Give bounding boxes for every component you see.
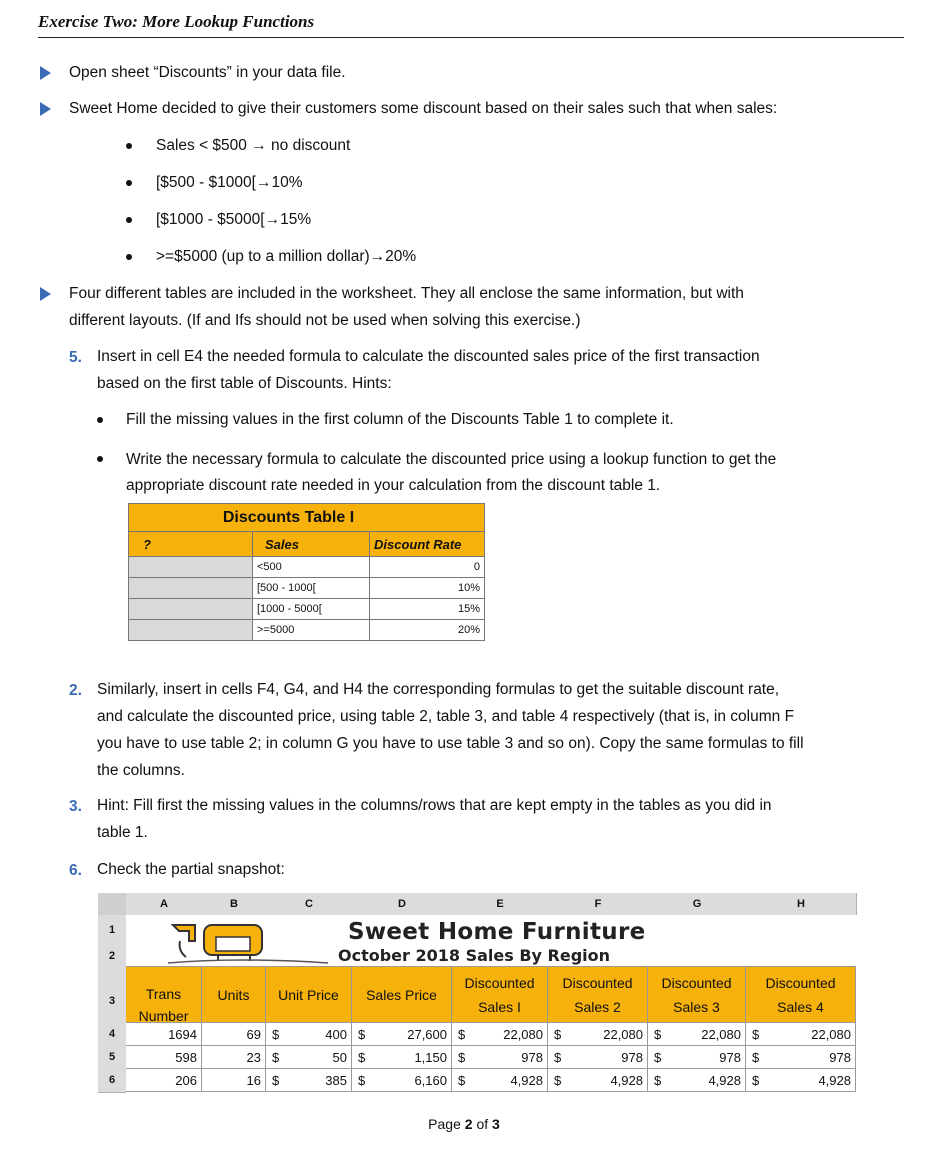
column-header-h[interactable]: H [746, 893, 857, 915]
header-units[interactable]: Units [202, 967, 266, 1023]
currency-symbol: $ [358, 1073, 366, 1088]
cell-value: 23 [246, 1050, 261, 1065]
currency-symbol: $ [752, 1073, 760, 1088]
cell-value: 4,928 [610, 1073, 643, 1088]
currency-symbol: $ [554, 1050, 562, 1065]
currency-symbol: $ [752, 1027, 760, 1042]
cell-g[interactable] [648, 1069, 746, 1092]
cell-value: 4,928 [708, 1073, 741, 1088]
bullet-dot-icon [126, 180, 132, 186]
currency-symbol: $ [458, 1027, 466, 1042]
bullet-dot-icon [126, 217, 132, 223]
cell-e[interactable] [452, 1023, 548, 1046]
hint-text: Fill the missing values in the first column of the Discounts Table 1 to complete it. [126, 411, 674, 428]
row-header-2[interactable]: 2 [98, 945, 126, 968]
bullet-text: different layouts. (If and Ifs should not be used when solving this exercise.) [69, 312, 581, 329]
sheet-subtitle: October 2018 Sales By Region [338, 946, 611, 965]
cell-value: 978 [719, 1050, 741, 1065]
header-text: Sales 4 [777, 999, 824, 1015]
select-all-corner[interactable] [98, 893, 127, 915]
currency-symbol: $ [654, 1027, 662, 1042]
cell-value: 50 [332, 1050, 347, 1065]
footer-text: Page [428, 1116, 465, 1132]
bullet-arrow-icon [40, 102, 51, 116]
cell-price[interactable] [266, 1046, 352, 1069]
currency-symbol: $ [554, 1073, 562, 1088]
row-header-1[interactable]: 1 [98, 915, 126, 946]
cell-value: 4,928 [818, 1073, 851, 1088]
unknown-column-header: ? [129, 532, 253, 557]
step-text: you have to use table 2; in column G you have to use table 3 and so on). Copy the same formulas to fill [97, 735, 804, 752]
bullet-dot-icon [126, 143, 132, 149]
bullet-arrow-icon [40, 287, 51, 301]
cell-sales[interactable] [352, 1069, 452, 1092]
discount-rate: 10% [370, 578, 485, 599]
row-header-5[interactable]: 5 [98, 1046, 126, 1070]
step-text: Hint: Fill first the missing values in the columns/rows that are kept empty in the tables as you did in [97, 797, 772, 814]
header-discounted-sales-4[interactable] [746, 967, 856, 1023]
currency-symbol: $ [654, 1050, 662, 1065]
sales-range: [500 - 1000[ [253, 578, 370, 599]
step-text: Check the partial snapshot: [97, 861, 285, 878]
cell-value: 1,150 [414, 1050, 447, 1065]
row-header-3[interactable]: 3 [98, 967, 126, 1024]
cell-value: 22,080 [503, 1027, 543, 1042]
currency-symbol: $ [358, 1050, 366, 1065]
cell-trans[interactable] [126, 1069, 202, 1092]
cell-h[interactable] [746, 1046, 856, 1069]
header-trans-text: Trans [145, 986, 182, 1002]
header-text: Discounted [765, 975, 836, 991]
header-text: Sales 2 [574, 999, 621, 1015]
cell-value: 4,928 [510, 1073, 543, 1088]
discount-rate: 20% [370, 620, 485, 641]
page-total: 3 [492, 1116, 500, 1132]
cell-value: 978 [521, 1050, 543, 1065]
page-number: 2 [464, 1116, 473, 1132]
step-number: 3. [69, 798, 82, 815]
bullet-text: Sweet Home decided to give their customers some discount based on their sales such that when sales: [69, 100, 778, 117]
step-number: 6. [69, 862, 82, 879]
step-text: Insert in cell E4 the needed formula to calculate the discounted sales price of the first transaction [97, 348, 760, 365]
bullet-dot-icon [97, 456, 103, 462]
header-sales-price[interactable]: Sales Price [352, 967, 452, 1023]
sub-bullet-text: [$1000 - $5000[→15% [156, 211, 312, 228]
footer-text: of [472, 1116, 493, 1132]
sales-column-header: Sales [253, 532, 370, 557]
cell-value: 22,080 [701, 1027, 741, 1042]
column-header-c[interactable]: C [266, 893, 353, 915]
column-header-b[interactable]: B [202, 893, 267, 915]
header-discounted-sales-2[interactable] [548, 967, 648, 1023]
discount-rate: 15% [370, 599, 485, 620]
currency-symbol: $ [272, 1073, 280, 1088]
cell-f[interactable] [548, 1046, 648, 1069]
step-text: based on the first table of Discounts. Hints: [97, 375, 392, 392]
sofa-logo-icon [158, 919, 328, 967]
empty-cell[interactable] [129, 620, 253, 641]
bullet-text: Four different tables are included in the worksheet. They all enclose the same information, but with [69, 285, 744, 302]
step-text: and calculate the discounted price, using table 2, table 3, and table 4 respectively (that is, in column F [97, 708, 795, 725]
cell-sales[interactable] [352, 1046, 452, 1069]
bullet-dot-icon [97, 417, 103, 423]
cell-units[interactable] [202, 1023, 266, 1046]
cell-f[interactable] [548, 1023, 648, 1046]
cell-units[interactable] [202, 1046, 266, 1069]
cell-e[interactable] [452, 1046, 548, 1069]
cell-sales[interactable] [352, 1023, 452, 1046]
currency-symbol: $ [554, 1027, 562, 1042]
cell-h[interactable] [746, 1023, 856, 1046]
currency-symbol: $ [358, 1027, 366, 1042]
currency-symbol: $ [458, 1050, 466, 1065]
rate-column-header: Discount Rate [370, 532, 485, 557]
cell-f[interactable] [548, 1069, 648, 1092]
discount-rate: 0 [370, 557, 485, 578]
step-text: the columns. [97, 762, 185, 779]
cell-e[interactable] [452, 1069, 548, 1092]
cell-g[interactable] [648, 1023, 746, 1046]
hint-text: appropriate discount rate needed in your calculation from the discount table 1. [126, 477, 661, 494]
cell-value: 598 [175, 1050, 197, 1065]
header-text: Sales 3 [673, 999, 720, 1015]
header-number-text: Number [138, 1008, 189, 1024]
cell-price[interactable] [266, 1069, 352, 1092]
page-footer [0, 1116, 928, 1132]
sales-range: <500 [253, 557, 370, 578]
step-text: Similarly, insert in cells F4, G4, and H4 the corresponding formulas to get the suitable discount rate, [97, 681, 780, 698]
cell-value: 6,160 [414, 1073, 447, 1088]
cell-value: 1694 [168, 1027, 197, 1042]
column-header-f[interactable]: F [548, 893, 649, 915]
cell-trans[interactable] [126, 1046, 202, 1069]
header-discounted-sales-3[interactable] [648, 967, 746, 1023]
page-header: Exercise Two: More Lookup Functions [38, 12, 904, 38]
cell-units[interactable] [202, 1069, 266, 1092]
sales-range: >=5000 [253, 620, 370, 641]
header-text: Discounted [661, 975, 732, 991]
column-header-e[interactable]: E [452, 893, 549, 915]
cell-g[interactable] [648, 1046, 746, 1069]
row-header-6[interactable]: 6 [98, 1069, 126, 1093]
step-number: 2. [69, 682, 82, 699]
step-number: 5. [69, 349, 82, 366]
sales-range: [1000 - 5000[ [253, 599, 370, 620]
cell-value: 16 [246, 1073, 261, 1088]
bullet-arrow-icon [40, 66, 51, 80]
discounts-table [128, 503, 485, 641]
column-header-d[interactable]: D [352, 893, 453, 915]
empty-cell[interactable] [129, 599, 253, 620]
cell-value: 22,080 [811, 1027, 851, 1042]
header-text: Discounted [562, 975, 633, 991]
cell-value: 22,080 [603, 1027, 643, 1042]
header-trans-number[interactable] [126, 967, 202, 1023]
cell-value: 69 [246, 1027, 261, 1042]
cell-h[interactable] [746, 1069, 856, 1092]
cell-value: 978 [621, 1050, 643, 1065]
row-header-4[interactable]: 4 [98, 1023, 126, 1047]
header-unit-price[interactable]: Unit Price [266, 967, 352, 1023]
cell-value: 27,600 [407, 1027, 447, 1042]
sheet-title: Sweet Home Furniture [348, 919, 646, 945]
hint-text: Write the necessary formula to calculate the discounted price using a lookup function to get the [126, 451, 777, 468]
discounts-table-title: Discounts Table I [129, 504, 485, 532]
cell-trans[interactable] [126, 1023, 202, 1046]
cell-value: 400 [325, 1027, 347, 1042]
header-text: Discounted [464, 975, 535, 991]
currency-symbol: $ [272, 1027, 280, 1042]
empty-cell[interactable] [129, 557, 253, 578]
sub-bullet-text: >=$5000 (up to a million dollar)→20% [156, 248, 417, 265]
bullet-text: Open sheet “Discounts” in your data file. [69, 64, 346, 81]
cell-price[interactable] [266, 1023, 352, 1046]
currency-symbol: $ [458, 1073, 466, 1088]
currency-symbol: $ [272, 1050, 280, 1065]
sub-bullet-text: [$500 - $1000[→10% [156, 174, 303, 191]
column-header-g[interactable]: G [648, 893, 747, 915]
cell-value: 206 [175, 1073, 197, 1088]
spreadsheet-snapshot [98, 893, 856, 1105]
column-header-a[interactable]: A [126, 893, 203, 915]
step-text: table 1. [97, 824, 148, 841]
cell-value: 385 [325, 1073, 347, 1088]
sub-bullet-text: Sales < $500 → no discount [156, 137, 351, 154]
bullet-dot-icon [126, 254, 132, 260]
currency-symbol: $ [654, 1073, 662, 1088]
header-text: Sales I [478, 999, 521, 1015]
cell-value: 978 [829, 1050, 851, 1065]
header-discounted-sales-1[interactable] [452, 967, 548, 1023]
empty-cell[interactable] [129, 578, 253, 599]
currency-symbol: $ [752, 1050, 760, 1065]
